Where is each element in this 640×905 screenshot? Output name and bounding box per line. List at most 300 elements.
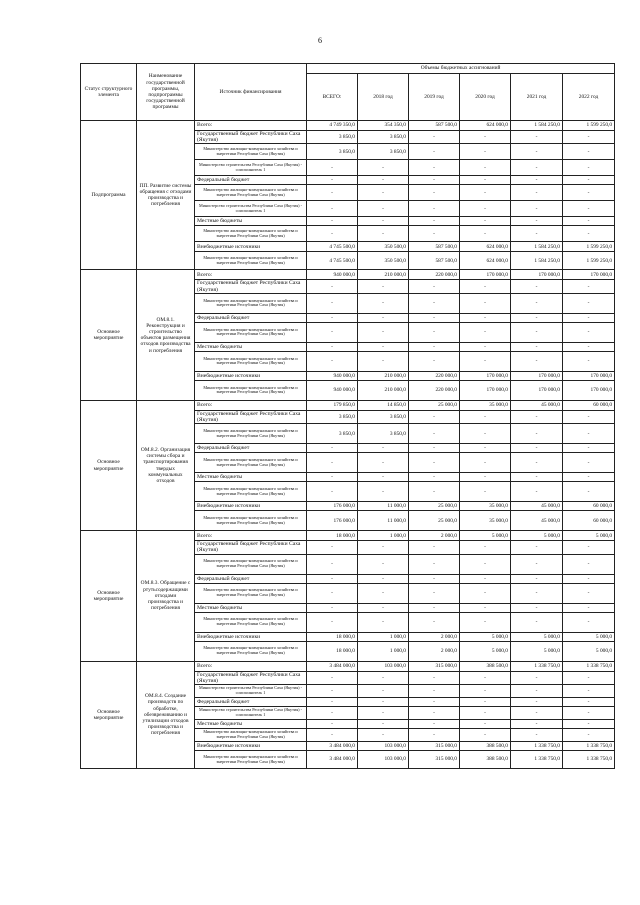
value-year: - [358, 185, 409, 201]
funding-source: Всего: [195, 121, 307, 131]
executor-name: Министерство строительства Республики Саха (Якутия) - соисполнитель 1 [195, 201, 307, 217]
value-year: 1 338 750,0 [563, 751, 615, 769]
value-year: - [511, 603, 563, 612]
value-total: - [307, 473, 358, 482]
value-year: - [409, 685, 460, 698]
funding-source: Всего: [195, 661, 307, 671]
value-total: 18 000,0 [307, 531, 358, 541]
value-year: - [358, 698, 409, 707]
executor-name: Министерство жилищно-коммунального хозяйства и энергетики Республики Саха (Якутия) [195, 144, 307, 160]
table-row [81, 531, 615, 541]
value-total: - [307, 444, 358, 453]
value-year: - [460, 293, 511, 313]
funding-source: Всего: [195, 400, 307, 410]
value-year: - [563, 226, 615, 242]
value-year: - [511, 160, 563, 176]
value-year: - [358, 176, 409, 185]
value-year: - [511, 541, 563, 554]
value-year: - [409, 410, 460, 423]
value-year: - [460, 612, 511, 632]
value-year: - [409, 217, 460, 226]
value-year: 35 000,0 [460, 400, 511, 410]
table-row [81, 661, 615, 671]
value-year: - [460, 185, 511, 201]
element-status: Основное мероприятие [81, 400, 137, 530]
value-year: - [563, 313, 615, 322]
executor-name: Министерство жилищно-коммунального хозяйства и энергетики Республики Саха (Якутия) [195, 185, 307, 201]
header-name: Наименование государственной программы, подпрограммы государственной программы [137, 64, 195, 121]
funding-source: Федеральный бюджет [195, 444, 307, 453]
value-year: - [511, 720, 563, 729]
value-year: 350 500,0 [358, 242, 409, 252]
value-total: - [307, 185, 358, 201]
value-total: 4 745 500,0 [307, 242, 358, 252]
value-year: - [460, 313, 511, 322]
value-year: - [460, 707, 511, 720]
value-year: - [460, 554, 511, 574]
value-year: 5 000,0 [511, 632, 563, 641]
value-year: - [563, 473, 615, 482]
value-year: - [409, 424, 460, 444]
value-year: - [511, 482, 563, 502]
value-total: 3 850,0 [307, 144, 358, 160]
value-year: 3 850,0 [358, 144, 409, 160]
value-year: - [511, 707, 563, 720]
value-year: - [409, 603, 460, 612]
executor-name: Министерство жилищно-коммунального хозяйства и энергетики Республики Саха (Якутия) [195, 751, 307, 769]
value-year: 103 000,0 [358, 751, 409, 769]
element-status: Подпрограмма [81, 121, 137, 270]
value-year: - [409, 554, 460, 574]
table-row [81, 270, 615, 280]
value-year: - [511, 131, 563, 144]
value-year: - [460, 444, 511, 453]
value-year: - [460, 160, 511, 176]
value-year: 210 000,0 [358, 270, 409, 280]
funding-source: Местные бюджеты [195, 603, 307, 612]
value-year: 1 338 750,0 [563, 742, 615, 751]
value-year: - [358, 482, 409, 502]
value-year: 60 000,0 [563, 511, 615, 531]
value-year: - [409, 473, 460, 482]
header-year-2019: 2019 год [409, 74, 460, 121]
value-year: - [460, 351, 511, 371]
value-year: - [563, 160, 615, 176]
value-year: - [563, 444, 615, 453]
value-year: 170 000,0 [460, 371, 511, 380]
value-year: - [563, 574, 615, 583]
value-year: 3 850,0 [358, 131, 409, 144]
value-year: 11 000,0 [358, 511, 409, 531]
value-year: 5 000,0 [460, 641, 511, 661]
value-year: - [358, 707, 409, 720]
value-year: - [563, 131, 615, 144]
value-year: - [409, 671, 460, 684]
value-year: - [511, 554, 563, 574]
value-year: - [460, 720, 511, 729]
value-year: - [409, 144, 460, 160]
value-year: 315 000,0 [409, 661, 460, 671]
funding-source: Федеральный бюджет [195, 176, 307, 185]
value-year: - [409, 176, 460, 185]
value-year: - [460, 217, 511, 226]
value-year: - [460, 574, 511, 583]
funding-source: Внебюджетные источники [195, 632, 307, 641]
funding-source: Внебюджетные источники [195, 371, 307, 380]
header-volumes: Объемы бюджетных ассигнований [307, 64, 615, 74]
program-name: ОМ.8.3. Обращение с ртутьсодержащими отходами производства и потребления [137, 531, 195, 661]
value-year: - [563, 453, 615, 473]
value-year: 354 350,0 [358, 121, 409, 131]
value-total: 3 850,0 [307, 424, 358, 444]
page-number: 6 [318, 36, 322, 45]
value-year: - [409, 482, 460, 502]
executor-name: Министерство жилищно-коммунального хозяйства и энергетики Республики Саха (Якутия) [195, 554, 307, 574]
value-year: - [409, 707, 460, 720]
value-year: - [563, 482, 615, 502]
value-year: - [460, 698, 511, 707]
funding-source: Местные бюджеты [195, 720, 307, 729]
value-total: 940 000,0 [307, 380, 358, 400]
value-year: - [460, 453, 511, 473]
value-year: - [511, 698, 563, 707]
value-year: - [409, 322, 460, 342]
value-total: 3 850,0 [307, 131, 358, 144]
value-year: - [563, 541, 615, 554]
value-year: - [409, 342, 460, 351]
value-total: 179 850,0 [307, 400, 358, 410]
value-year: - [409, 131, 460, 144]
value-year: 1 000,0 [358, 632, 409, 641]
funding-source: Государственный бюджет Республики Саха (Якутия) [195, 280, 307, 293]
value-year: 2 000,0 [409, 632, 460, 641]
value-year: - [563, 671, 615, 684]
value-year: - [409, 698, 460, 707]
value-year: 1 599 250,0 [563, 252, 615, 270]
value-year: - [409, 574, 460, 583]
value-total: - [307, 482, 358, 502]
value-year: - [511, 280, 563, 293]
value-year: 220 000,0 [409, 380, 460, 400]
value-year: - [563, 707, 615, 720]
value-year: 170 000,0 [511, 371, 563, 380]
value-total: 3 484 000,0 [307, 751, 358, 769]
value-year: 1 584 250,0 [511, 242, 563, 252]
executor-name: Министерство жилищно-коммунального хозяйства и энергетики Республики Саха (Якутия) [195, 641, 307, 661]
value-year: 25 000,0 [409, 502, 460, 511]
value-year: - [358, 720, 409, 729]
program-name: ОМ.8.4. Создание производств по обработке, обезвреживанию и утилизации отходов производства и потребления [137, 661, 195, 768]
value-year: 315 000,0 [409, 742, 460, 751]
value-year: - [358, 160, 409, 176]
header-year-2020: 2020 год [460, 74, 511, 121]
value-year: 35 000,0 [460, 511, 511, 531]
value-year: - [358, 444, 409, 453]
value-total: 18 000,0 [307, 632, 358, 641]
value-year: - [511, 293, 563, 313]
value-year: - [460, 473, 511, 482]
value-total: 3 484 000,0 [307, 661, 358, 671]
value-year: - [460, 131, 511, 144]
value-year: - [511, 201, 563, 217]
value-year: - [563, 612, 615, 632]
table-row [81, 400, 615, 410]
value-year: 1 338 750,0 [511, 742, 563, 751]
value-total: 940 000,0 [307, 270, 358, 280]
executor-name: Министерство жилищно-коммунального хозяйства и энергетики Республики Саха (Якутия) [195, 482, 307, 502]
value-year: - [511, 729, 563, 742]
funding-source: Внебюджетные источники [195, 502, 307, 511]
value-year: 624 000,0 [460, 242, 511, 252]
value-total: - [307, 322, 358, 342]
element-status: Основное мероприятие [81, 270, 137, 400]
budget-table [80, 63, 615, 769]
value-year: 60 000,0 [563, 502, 615, 511]
value-total: - [307, 351, 358, 371]
value-total: - [307, 671, 358, 684]
value-year: 170 000,0 [511, 270, 563, 280]
value-year: - [409, 583, 460, 603]
value-year: - [409, 541, 460, 554]
value-year: 220 000,0 [409, 270, 460, 280]
value-year: - [460, 729, 511, 742]
value-year: 35 000,0 [460, 502, 511, 511]
value-year: - [511, 322, 563, 342]
value-year: - [460, 342, 511, 351]
value-year: - [460, 671, 511, 684]
value-year: - [460, 482, 511, 502]
value-year: - [409, 444, 460, 453]
executor-name: Министерство жилищно-коммунального хозяйства и энергетики Республики Саха (Якутия) [195, 424, 307, 444]
funding-source: Внебюджетные источники [195, 242, 307, 252]
funding-source: Государственный бюджет Республики Саха (Якутия) [195, 541, 307, 554]
funding-source: Федеральный бюджет [195, 313, 307, 322]
element-status: Основное мероприятие [81, 661, 137, 768]
value-year: - [460, 583, 511, 603]
value-year: - [563, 424, 615, 444]
value-year: - [409, 729, 460, 742]
funding-source: Местные бюджеты [195, 217, 307, 226]
value-year: 624 000,0 [460, 121, 511, 131]
value-year: 587 500,0 [409, 242, 460, 252]
value-year: 587 500,0 [409, 121, 460, 131]
header-year-2021: 2021 год [511, 74, 563, 121]
value-year: - [511, 410, 563, 423]
value-total: - [307, 313, 358, 322]
funding-source: Всего: [195, 270, 307, 280]
value-year: - [409, 226, 460, 242]
funding-source: Внебюджетные источники [195, 742, 307, 751]
value-year: - [511, 176, 563, 185]
value-year: - [358, 453, 409, 473]
value-year: - [358, 583, 409, 603]
funding-source: Федеральный бюджет [195, 698, 307, 707]
value-year: 2 000,0 [409, 531, 460, 541]
value-year: 5 000,0 [563, 641, 615, 661]
value-total: 18 000,0 [307, 641, 358, 661]
value-year: - [358, 280, 409, 293]
value-year: 14 850,0 [358, 400, 409, 410]
value-year: 1 000,0 [358, 531, 409, 541]
value-total: - [307, 574, 358, 583]
value-year: - [358, 342, 409, 351]
value-year: 1 338 750,0 [511, 751, 563, 769]
value-year: 170 000,0 [511, 380, 563, 400]
header-year-2018: 2018 год [358, 74, 409, 121]
value-total: - [307, 729, 358, 742]
value-year: 5 000,0 [460, 531, 511, 541]
header-row-1 [81, 64, 615, 74]
value-year: 25 000,0 [409, 400, 460, 410]
value-year: - [460, 176, 511, 185]
value-year: - [409, 612, 460, 632]
value-year: - [511, 583, 563, 603]
value-year: - [563, 322, 615, 342]
executor-name: Министерство жилищно-коммунального хозяйства и энергетики Республики Саха (Якутия) [195, 583, 307, 603]
value-year: 210 000,0 [358, 380, 409, 400]
executor-name: Министерство жилищно-коммунального хозяйства и энергетики Республики Саха (Якутия) [195, 293, 307, 313]
value-year: - [511, 226, 563, 242]
executor-name: Министерство строительства Республики Саха (Якутия) - соисполнитель 1 [195, 707, 307, 720]
value-total: - [307, 453, 358, 473]
value-year: - [358, 603, 409, 612]
value-total: - [307, 720, 358, 729]
value-total: - [307, 176, 358, 185]
value-year: 1 338 750,0 [511, 661, 563, 671]
value-year: - [460, 322, 511, 342]
value-year: - [358, 729, 409, 742]
value-year: - [563, 217, 615, 226]
value-total: 4 745 500,0 [307, 252, 358, 270]
value-year: 388 500,0 [460, 661, 511, 671]
table-body [81, 121, 615, 769]
value-year: 624 000,0 [460, 252, 511, 270]
value-year: 25 000,0 [409, 511, 460, 531]
value-total: 4 749 350,0 [307, 121, 358, 131]
header-status: Статус структурного элемента [81, 64, 137, 121]
value-year: - [563, 410, 615, 423]
value-year: - [511, 342, 563, 351]
value-year: - [358, 201, 409, 217]
value-year: 3 850,0 [358, 424, 409, 444]
value-year: - [358, 685, 409, 698]
value-year: 170 000,0 [563, 270, 615, 280]
value-year: - [511, 671, 563, 684]
value-year: - [358, 322, 409, 342]
value-year: - [563, 603, 615, 612]
value-year: 170 000,0 [563, 380, 615, 400]
value-year: - [409, 160, 460, 176]
value-year: - [358, 541, 409, 554]
value-year: - [563, 280, 615, 293]
value-year: 1 599 250,0 [563, 121, 615, 131]
value-year: - [511, 685, 563, 698]
value-year: 5 000,0 [563, 531, 615, 541]
value-total: - [307, 226, 358, 242]
executor-name: Министерство строительства Республики Саха (Якутия) - соисполнитель 1 [195, 160, 307, 176]
value-year: - [460, 685, 511, 698]
value-year: - [563, 185, 615, 201]
value-total: - [307, 201, 358, 217]
value-year: - [409, 720, 460, 729]
value-year: 60 000,0 [563, 400, 615, 410]
value-year: - [460, 280, 511, 293]
value-year: - [511, 217, 563, 226]
value-year: 5 000,0 [460, 632, 511, 641]
value-total: 940 000,0 [307, 371, 358, 380]
value-year: - [563, 720, 615, 729]
value-year: 220 000,0 [409, 371, 460, 380]
value-total: - [307, 612, 358, 632]
value-year: - [358, 226, 409, 242]
funding-source: Государственный бюджет Республики Саха (Якутия) [195, 410, 307, 423]
value-year: - [460, 541, 511, 554]
value-year: - [511, 612, 563, 632]
funding-source: Государственный бюджет Республики Саха (Якутия) [195, 671, 307, 684]
value-year: - [563, 293, 615, 313]
value-total: - [307, 685, 358, 698]
value-total: - [307, 554, 358, 574]
value-total: - [307, 293, 358, 313]
value-year: - [358, 612, 409, 632]
value-total: - [307, 541, 358, 554]
value-year: - [563, 685, 615, 698]
executor-name: Министерство жилищно-коммунального хозяйства и энергетики Республики Саха (Якутия) [195, 322, 307, 342]
value-year: 315 000,0 [409, 751, 460, 769]
value-year: 103 000,0 [358, 661, 409, 671]
value-year: 5 000,0 [563, 632, 615, 641]
value-year: 5 000,0 [511, 641, 563, 661]
funding-source: Государственный бюджет Республики Саха (Якутия) [195, 131, 307, 144]
funding-source: Всего: [195, 531, 307, 541]
value-year: 1 338 750,0 [563, 661, 615, 671]
value-year: - [563, 201, 615, 217]
value-year: 350 500,0 [358, 252, 409, 270]
value-year: - [563, 698, 615, 707]
value-year: - [563, 342, 615, 351]
value-year: - [358, 217, 409, 226]
value-year: 1 000,0 [358, 641, 409, 661]
funding-source: Федеральный бюджет [195, 574, 307, 583]
value-total: 3 850,0 [307, 410, 358, 423]
executor-name: Министерство жилищно-коммунального хозяйства и энергетики Республики Саха (Якутия) [195, 511, 307, 531]
value-year: - [460, 144, 511, 160]
value-year: - [409, 351, 460, 371]
value-year: 388 500,0 [460, 751, 511, 769]
header-source: Источник финансирования [195, 64, 307, 121]
executor-name: Министерство жилищно-коммунального хозяйства и энергетики Республики Саха (Якутия) [195, 453, 307, 473]
value-year: - [563, 144, 615, 160]
value-year: 1 584 250,0 [511, 252, 563, 270]
value-total: - [307, 280, 358, 293]
value-year: - [409, 293, 460, 313]
value-year: - [511, 453, 563, 473]
value-year: - [409, 313, 460, 322]
value-total: - [307, 707, 358, 720]
value-year: - [358, 671, 409, 684]
value-year: 170 000,0 [460, 270, 511, 280]
executor-name: Министерство жилищно-коммунального хозяйства и энергетики Республики Саха (Якутия) [195, 226, 307, 242]
program-name: ОМ.8.1. Реконструкция и строительство объектов размещения отходов производства и потребления [137, 270, 195, 400]
value-year: - [409, 185, 460, 201]
value-year: - [511, 144, 563, 160]
executor-name: Министерство жилищно-коммунального хозяйства и энергетики Республики Саха (Якутия) [195, 351, 307, 371]
value-year: - [460, 424, 511, 444]
value-year: 1 599 250,0 [563, 242, 615, 252]
executor-name: Министерство жилищно-коммунального хозяйства и энергетики Республики Саха (Якутия) [195, 380, 307, 400]
value-total: - [307, 342, 358, 351]
value-year: 103 000,0 [358, 742, 409, 751]
